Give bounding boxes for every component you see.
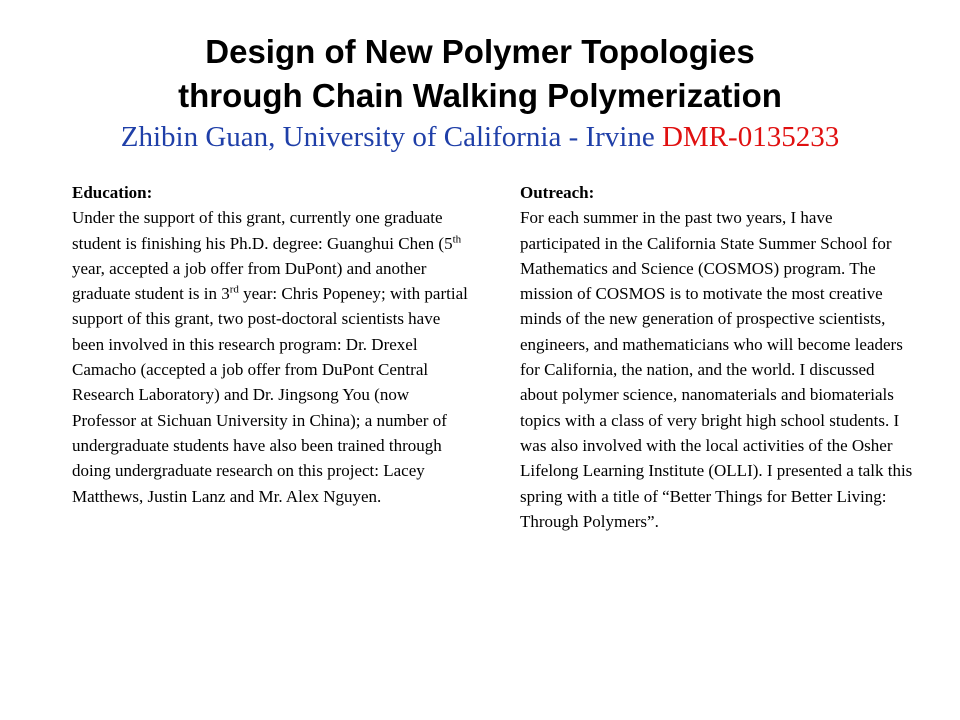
education-text-2: year, accepted a job offer from DuPont) and another graduate student is in 3	[72, 258, 427, 304]
superscript-th: th	[452, 232, 462, 245]
education-body	[72, 205, 472, 509]
outreach-body: For each summer in the past two years, I have participated in the California State Summer School for Mathematics and Science (COSMOS) program. The mission of COSMOS is to motivate the most creative minds of the new generation of prospective scientists, engineers, and mathematicians who will become leaders for California, the nation, and the world. I discussed about polymer science, nanomaterials and biomaterials topics with a class of very bright high school students. I was also involved with the local activities of the Osher Lifelong Learning Institute (OLLI). I presented a talk this spring with a title of “Better Things for Better Living: Through Polymers”.	[520, 208, 913, 531]
superscript-rd: rd	[229, 283, 239, 296]
outreach-heading: Outreach:	[520, 183, 595, 202]
title-line-1: Design of New Polymer Topologies	[205, 33, 755, 70]
education-heading: Education:	[72, 183, 153, 202]
education-text-1: Under the support of this grant, currently one graduate student is finishing his Ph.D. degree: Guanghui Chen (5	[72, 208, 453, 253]
education-section	[72, 180, 472, 509]
title-line-2: through Chain Walking Polymerization	[178, 77, 782, 114]
author-affiliation: Zhibin Guan, University of California - Irvine	[120, 121, 655, 153]
outreach-section	[520, 180, 915, 534]
education-text-3: year: Chris Popeney; with partial support of this grant, two post-doctoral scientists have been involved in this research program: Dr. Drexel Camacho (accepted a job offer from DuPont Central Research Laboratory) and Dr. Jingsong You (now Professor at Sichuan University in China); a number of undergraduate students have also been trained through doing undergraduate research on this project: Lacey Matthews, Justin Lanz and Mr. Alex Nguyen.	[72, 284, 468, 506]
grant-number: DMR-0135233	[661, 121, 840, 153]
slide-title	[0, 30, 960, 118]
slide-subtitle	[0, 117, 960, 157]
